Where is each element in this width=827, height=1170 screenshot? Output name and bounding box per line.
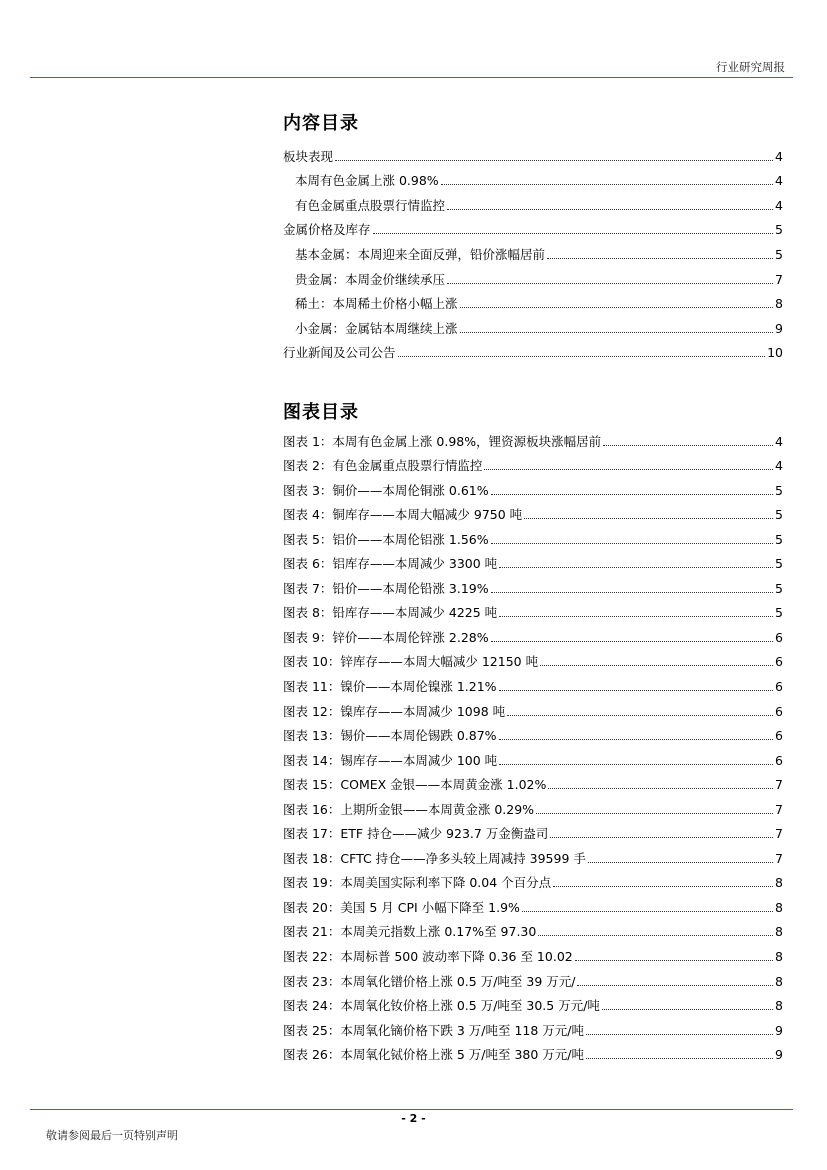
entry-label: 有色金属重点股票行情监控 [295, 197, 446, 213]
entry-page-number: 6 [775, 752, 783, 768]
toc-heading: 内容目录 [283, 113, 359, 134]
entry-label: 图表 19：本周美国实际利率下降 0.04 个百分点 [283, 875, 552, 891]
entry-page-number: 9 [775, 320, 783, 336]
entry-label: 图表 16：上期所金银——本周黄金涨 0.29% [283, 801, 535, 817]
dot-leader [540, 665, 773, 666]
entry-page-number: 6 [775, 679, 783, 695]
toc-entry[interactable] [283, 312, 783, 337]
figure-entry[interactable] [283, 793, 783, 818]
entry-label: 图表 2：有色金属重点股票行情监控 [283, 458, 483, 474]
dot-leader [460, 332, 774, 333]
entry-label: 图表 7：铅价——本周伦铅涨 3.19% [283, 580, 489, 596]
dot-leader [602, 1009, 773, 1010]
figure-entry[interactable] [283, 499, 783, 524]
dot-leader [499, 690, 773, 691]
dot-leader [577, 985, 773, 986]
entry-page-number: 8 [775, 924, 783, 940]
dot-leader [588, 862, 773, 863]
entry-page-number: 5 [775, 507, 783, 523]
entry-label: 小金属：金属钴本周继续上涨 [295, 320, 458, 336]
entry-page-number: 4 [775, 433, 783, 449]
entry-label: 图表 14：锡库存——本周减少 100 吨 [283, 752, 498, 768]
dot-leader [575, 960, 773, 961]
toc-entry[interactable] [283, 189, 783, 214]
toc-entry[interactable] [283, 263, 783, 288]
figure-entry[interactable] [283, 891, 783, 916]
entry-label: 贵金属：本周金价继续承压 [295, 271, 446, 287]
figure-entry[interactable] [283, 916, 783, 941]
entry-label: 图表 6：铝库存——本周减少 3300 吨 [283, 556, 498, 572]
dot-leader [499, 567, 773, 568]
entry-page-number: 5 [775, 222, 783, 238]
figure-entry[interactable] [283, 474, 783, 499]
dot-leader [603, 445, 773, 446]
dot-leader [586, 1034, 773, 1035]
dot-leader [398, 356, 766, 357]
entry-label: 图表 9：锌价——本周伦锌涨 2.28% [283, 629, 489, 645]
figure-entry[interactable] [283, 695, 783, 720]
entry-page-number: 7 [775, 826, 783, 842]
entry-label: 图表 21：本周美元指数上涨 0.17%至 97.30 [283, 924, 537, 940]
figure-entry[interactable] [283, 548, 783, 573]
figure-entry[interactable] [283, 720, 783, 745]
entry-page-number: 8 [775, 899, 783, 915]
entry-label: 图表 3：铜价——本周伦铜涨 0.61% [283, 482, 489, 498]
dot-leader [550, 837, 773, 838]
figure-entry[interactable] [283, 744, 783, 769]
entry-label: 本周有色金属上涨 0.98% [295, 173, 439, 189]
entry-label: 图表 26：本周氧化铽价格上涨 5 万/吨至 380 万元/吨 [283, 1047, 585, 1063]
entry-label: 图表 24：本周氧化钕价格上涨 0.5 万/吨至 30.5 万元/吨 [283, 998, 600, 1014]
dot-leader [335, 160, 773, 161]
entry-label: 图表 15：COMEX 金银——本周黄金涨 1.02% [283, 777, 547, 793]
dot-leader [522, 911, 773, 912]
dot-leader [499, 616, 773, 617]
toc-entry[interactable] [283, 165, 783, 190]
dot-leader [548, 788, 773, 789]
figure-entry[interactable] [283, 1014, 783, 1039]
entry-page-number: 7 [775, 271, 783, 287]
entry-page-number: 6 [775, 728, 783, 744]
entry-page-number: 4 [775, 173, 783, 189]
entry-page-number: 4 [775, 197, 783, 213]
entry-page-number: 5 [775, 605, 783, 621]
dot-leader [499, 739, 773, 740]
entry-page-number: 4 [775, 148, 783, 164]
dot-leader [524, 518, 773, 519]
toc-entry[interactable] [283, 140, 783, 165]
dot-leader [373, 233, 774, 234]
dot-leader [447, 209, 773, 210]
entry-label: 图表 8：铅库存——本周减少 4225 吨 [283, 605, 498, 621]
disclaimer: 敬请参阅最后一页特别声明 [46, 1129, 178, 1142]
entry-page-number: 7 [775, 801, 783, 817]
figures-list [283, 425, 783, 1063]
toc-entry[interactable] [283, 238, 783, 263]
toc-entry[interactable] [283, 288, 783, 313]
dot-leader [491, 592, 773, 593]
toc-list [283, 140, 783, 361]
dot-leader [547, 258, 773, 259]
dot-leader [507, 715, 773, 716]
entry-label: 图表 20：美国 5 月 CPI 小幅下降至 1.9% [283, 899, 520, 915]
figure-entry[interactable] [283, 646, 783, 671]
figure-entry[interactable] [283, 670, 783, 695]
dot-leader [586, 1058, 773, 1059]
figure-entry[interactable] [283, 1039, 783, 1064]
entry-label: 图表 23：本周氧化镨价格上涨 0.5 万/吨至 39 万元/ [283, 973, 576, 989]
entry-page-number: 8 [775, 998, 783, 1014]
entry-label: 图表 1：本周有色金属上涨 0.98%，锂资源板块涨幅居前 [283, 433, 602, 449]
entry-label: 图表 12：镍库存——本周减少 1098 吨 [283, 703, 506, 719]
entry-page-number: 8 [775, 949, 783, 965]
entry-page-number: 5 [775, 556, 783, 572]
entry-label: 图表 22：本周标普 500 波动率下降 0.36 至 10.02 [283, 949, 573, 965]
page-number: - 2 - [401, 1112, 426, 1125]
entry-label: 金属价格及库存 [283, 222, 371, 238]
entry-page-number: 7 [775, 850, 783, 866]
entry-page-number: 4 [775, 458, 783, 474]
entry-label: 图表 13：锡价——本周伦锡跌 0.87% [283, 728, 497, 744]
entry-label: 基本金属：本周迎来全面反弹，铅价涨幅居前 [295, 246, 546, 262]
entry-page-number: 5 [775, 246, 783, 262]
footer-divider [30, 1109, 793, 1110]
entry-page-number: 8 [775, 296, 783, 312]
figure-entry[interactable] [283, 621, 783, 646]
toc-entry[interactable] [283, 337, 783, 362]
entry-page-number: 5 [775, 531, 783, 547]
dot-leader [491, 641, 773, 642]
entry-page-number: 6 [775, 654, 783, 670]
header-divider [30, 77, 793, 78]
entry-label: 图表 4：铜库存——本周大幅减少 9750 吨 [283, 507, 523, 523]
entry-page-number: 8 [775, 875, 783, 891]
figure-entry[interactable] [283, 523, 783, 548]
figure-entry[interactable] [283, 425, 783, 450]
entry-label: 图表 18：CFTC 持仓——净多头较上周减持 39599 手 [283, 850, 586, 866]
entry-label: 板块表现 [283, 148, 334, 164]
figure-entry[interactable] [283, 769, 783, 794]
entry-label: 图表 11：镍价——本周伦镍涨 1.21% [283, 679, 497, 695]
dot-leader [491, 494, 773, 495]
figure-entry[interactable] [283, 842, 783, 867]
dot-leader [538, 935, 773, 936]
dot-leader [499, 764, 773, 765]
entry-label: 稀土：本周稀土价格小幅上涨 [295, 296, 458, 312]
entry-label: 图表 10：锌库存——本周大幅减少 12150 吨 [283, 654, 539, 670]
entry-label: 图表 25：本周氧化镝价格下跌 3 万/吨至 118 万元/吨 [283, 1022, 585, 1038]
figure-entry[interactable] [283, 965, 783, 990]
figure-entry[interactable] [283, 450, 783, 475]
figures-heading: 图表目录 [283, 402, 359, 423]
entry-page-number: 5 [775, 580, 783, 596]
entry-page-number: 6 [775, 629, 783, 645]
entry-page-number: 8 [775, 973, 783, 989]
figure-entry[interactable] [283, 597, 783, 622]
report-type-label: 行业研究周报 [716, 60, 785, 74]
dot-leader [553, 886, 773, 887]
entry-label: 行业新闻及公司公告 [283, 345, 396, 361]
figure-entry[interactable] [283, 572, 783, 597]
entry-label: 图表 17：ETF 持仓——减少 923.7 万金衡盎司 [283, 826, 549, 842]
entry-page-number: 5 [775, 482, 783, 498]
dot-leader [484, 469, 773, 470]
figure-entry[interactable] [283, 940, 783, 965]
figure-entry[interactable] [283, 818, 783, 843]
entry-page-number: 6 [775, 703, 783, 719]
entry-label: 图表 5：铝价——本周伦铝涨 1.56% [283, 531, 489, 547]
entry-page-number: 10 [767, 345, 783, 361]
dot-leader [441, 184, 773, 185]
entry-page-number: 7 [775, 777, 783, 793]
dot-leader [536, 813, 773, 814]
dot-leader [447, 283, 773, 284]
dot-leader [491, 543, 773, 544]
entry-page-number: 9 [775, 1022, 783, 1038]
figure-entry[interactable] [283, 867, 783, 892]
toc-entry[interactable] [283, 214, 783, 239]
entry-page-number: 9 [775, 1047, 783, 1063]
figure-entry[interactable] [283, 990, 783, 1015]
dot-leader [460, 307, 774, 308]
